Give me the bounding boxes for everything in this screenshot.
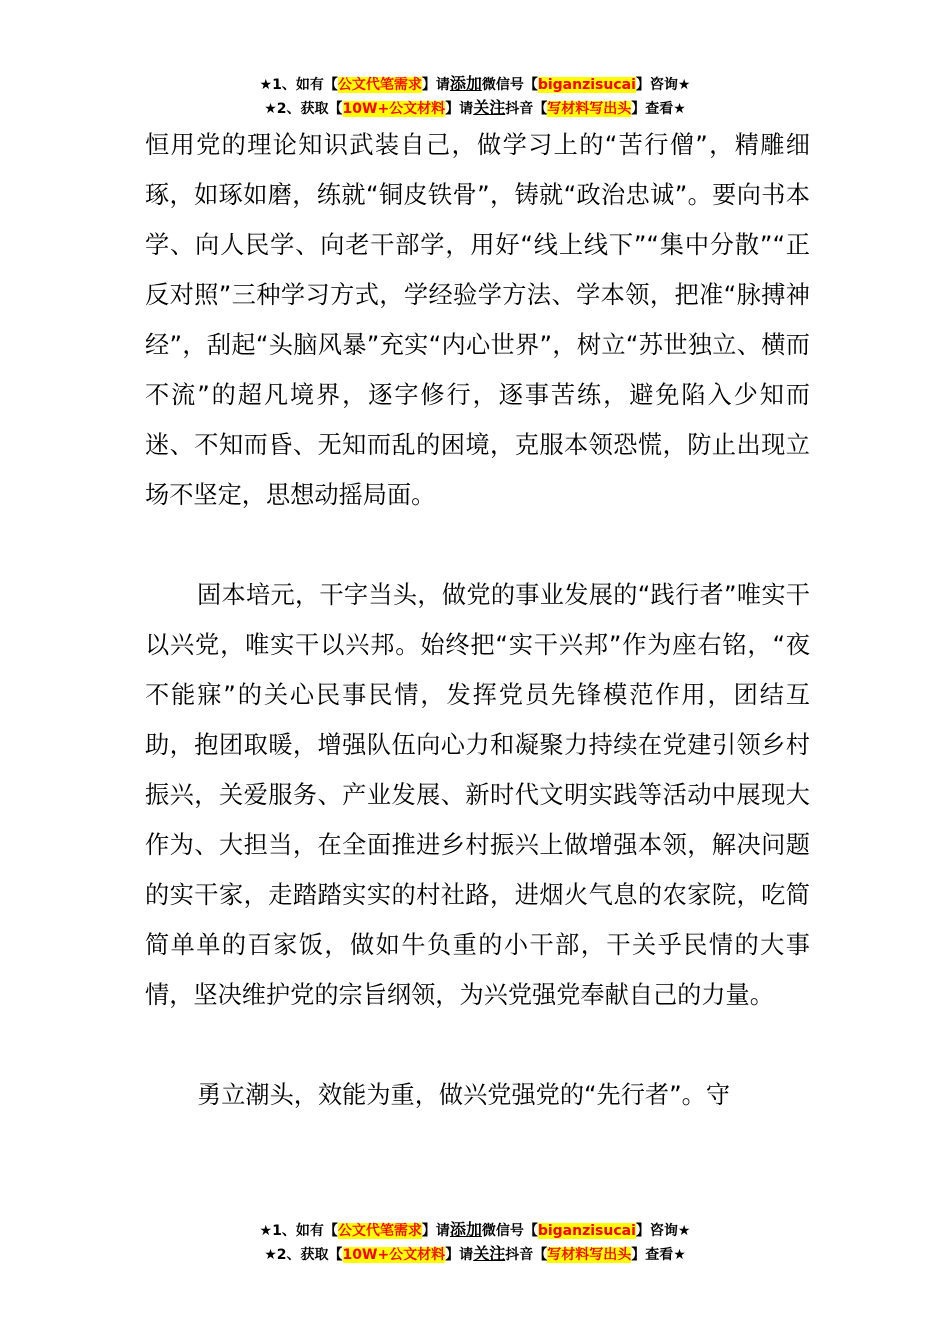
wechat-id: biganzisucai [537,77,636,93]
douyin-account: 写材料写出头 [547,1247,632,1263]
paragraph-2: 固本培元，干字当头，做党的事业发展的“践行者”唯实干以兴党，唯实干以兴邦。始终把“实干兴邦”作为座右铭，“夜不能寐”的关心民事民情，发挥党员先锋模范作用，团结互助，抱团取暖，增强队伍向心力和凝聚力持续在党建引领乡村振兴，关爱服务、产业发展、新时代文明实践等活动中展现大作为、大担当，在全面推进乡村振兴上做增强本领，解决问题的实干家，走踏踏实实的村社路，进烟火气息的农家院，吃简简单单的百家饭，做如牛负重的小干部，干关乎民情的大事情，坚决维护党的宗旨纲领，为兴党强党奉献自己的力量。 [145,581,810,1009]
douyin-account: 写材料写出头 [547,101,632,117]
banner-line-2: ★2、获取【10W+公文材料】请关注抖音【写材料写出头】查看★ [264,1244,686,1263]
materials-highlight: 10W+公文材料 [342,101,446,117]
materials-highlight: 10W+公文材料 [342,1247,446,1263]
wechat-id: biganzisucai [537,1223,636,1239]
service-highlight: 公文代笔需求 [337,77,422,93]
header-banner [0,72,950,120]
document-body [145,120,810,1120]
footer-banner [0,1218,950,1266]
banner-line-2: ★2、获取【10W+公文材料】请关注抖音【写材料写出头】查看★ [264,98,686,117]
paragraph-3: 勇立潮头，效能为重，做兴党强党的“先行者”。守 [197,1081,731,1109]
banner-line-1: ★1、如有【公文代笔需求】请添加微信号【biganzisucai】咨询★ [259,1220,691,1239]
paragraph-1: 恒用党的理论知识武装自己，做学习上的“苦行僧”，精雕细琢，如琢如磨，练就“铜皮铁骨”，铸就“政治忠诚”。要向书本学、向人民学、向老干部学，用好“线上线下”“集中分散”“正反对照”三种学习方式，学经验学方法、学本领，把准“脉搏神经”，刮起“头脑风暴”充实“内心世界”，树立“苏世独立、横而不流”的超凡境界，逐字修行，逐事苦练，避免陷入少知而迷、不知而昏、无知而乱的困境，克服本领恐慌，防止出现立场不坚定，思想动摇局面。 [145,131,810,509]
banner-line-1: ★1、如有【公文代笔需求】请添加微信号【biganzisucai】咨询★ [259,74,691,93]
service-highlight: 公文代笔需求 [337,1223,422,1239]
